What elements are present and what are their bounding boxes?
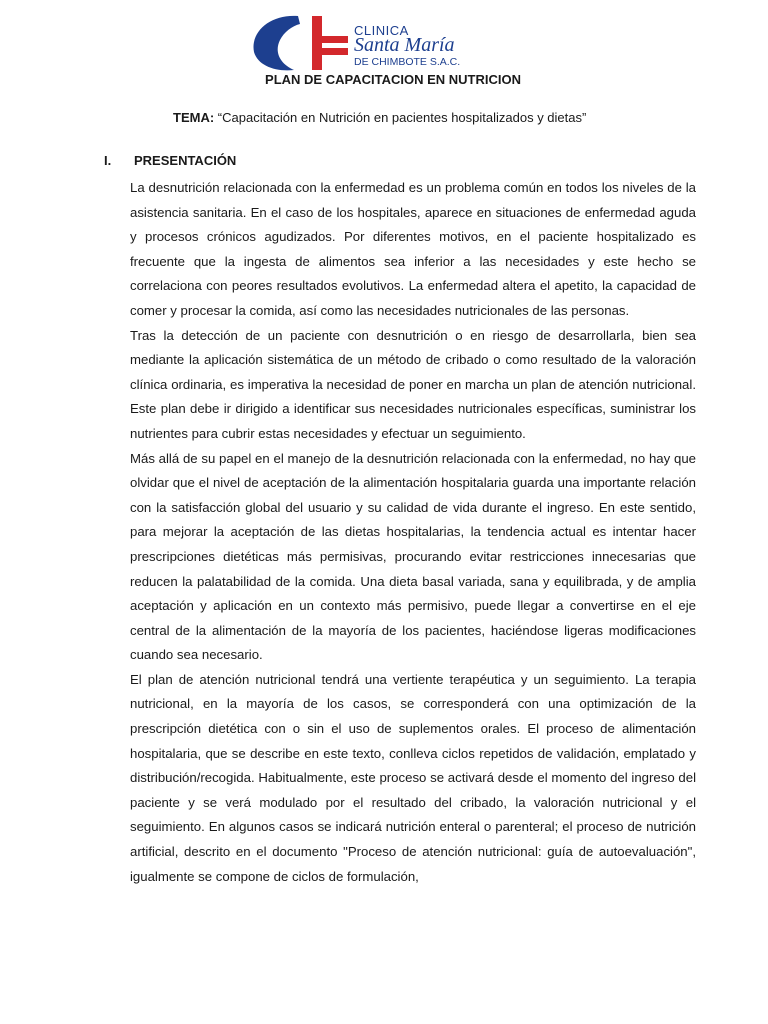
clinic-logo xyxy=(250,12,510,74)
section-number: I. xyxy=(104,153,112,168)
topic-value: “Capacitación en Nutrición en pacientes hospitalizados y dietas” xyxy=(217,110,587,125)
section-title: PRESENTACIÓN xyxy=(134,153,237,168)
paragraph: Más allá de su papel en el manejo de la desnutrición relacionada con la enfermedad, no hay que olvidar que el nivel de aceptación de la alimentación hospitalaria guarda una importante relación con la satisfacción global del usuario y su calidad de vida durante el ingreso. En este sentido, para mejorar la aceptación de las dietas hospitalarias, la tendencia actual es intentar hacer prescripciones dietéticas más permisivas, procurando evitar restricciones innecesarias que reducen la palatabilidad de la comida. Una dieta basal variada, sana y equilibrada, y de amplia aceptación y aplicación en un contexto más permisivo, puede llegar a convertirse en el eje central de la alimentación de la mayoría de los pacientes, haciéndose ligeras modificaciones cuando sea necesario. xyxy=(130,450,696,663)
logo-emblem-icon xyxy=(250,12,350,74)
logo-subtitle-text: DE CHIMBOTE S.A.C. xyxy=(354,56,461,68)
topic-line xyxy=(173,110,586,125)
paragraph: Tras la detección de un paciente con desnutrición o en riesgo de desarrollarla, bien sea mediante la aplicación sistemática de un método de cribado o como resultado de la valoración clínica ordinaria, es imperativa la necesidad de poner en marcha un plan de atención nutricional. Este plan debe ir dirigido a identificar sus necesidades nutricionales específicas, suministrar los nutrientes para cubrir estas necesidades y efectuar un seguimiento. xyxy=(130,327,696,441)
section-body xyxy=(130,176,696,889)
paragraph: La desnutrición relacionada con la enfermedad es un problema común en todos los niveles de la asistencia sanitaria. En el caso de los hospitales, aparece en situaciones de enfermedad aguda y procesos crónicos agudizados. Por diferentes motivos, en el paciente hospitalizado es frecuente que la ingesta de alimentos sea inferior a las necesidades y este hecho se correlaciona con peores resultados evolutivos. La enfermedad altera el apetito, la capacidad de comer y procesar la comida, así como las necesidades nutricionales de las personas. xyxy=(130,180,696,318)
section-heading xyxy=(104,153,236,168)
document-title: PLAN DE CAPACITACION EN NUTRICION xyxy=(265,72,521,87)
logo-clinica-text: CLINICA xyxy=(354,23,409,38)
logo-name-text: Santa María xyxy=(354,34,455,56)
paragraph: El plan de atención nutricional tendrá una vertiente terapéutica y un seguimiento. La terapia nutricional, en la mayoría de los casos, se corresponderá con una optimización de la prescripción dietética con o sin el uso de suplementos orales. El proceso de alimentación hospitalaria, que se describe en este texto, conlleva ciclos repetidos de validación, emplatado y distribución/recogida. Habitualmente, este proceso se activará desde el momento del ingreso del paciente y se verá modulado por el resultado del cribado, la valoración nutricional y el seguimiento. En algunos casos se indicará nutrición enteral o parenteral; el proceso de nutrición artificial, descrito en el documento "Proceso de atención nutricional: guía de autoevaluación", igualmente se compone de ciclos de formulación, xyxy=(130,671,696,884)
topic-label: TEMA: xyxy=(173,110,218,125)
